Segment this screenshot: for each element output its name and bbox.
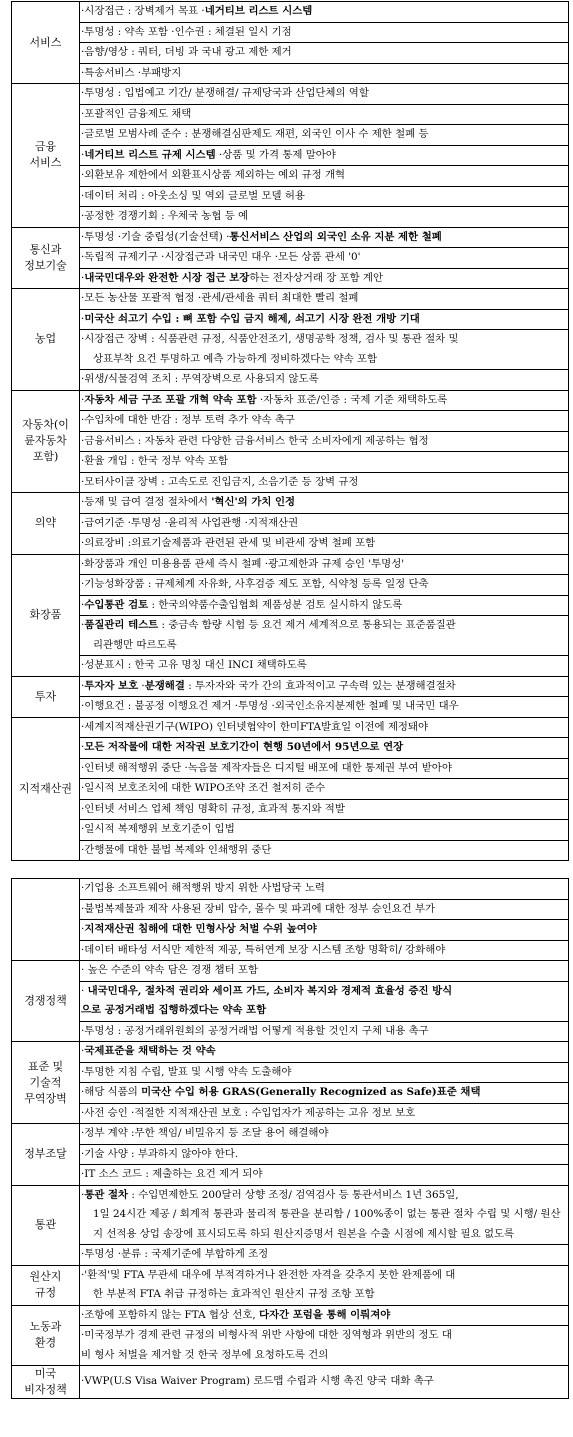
list-item	[80, 64, 568, 84]
policy-table-1	[11, 1, 569, 861]
items-cell	[80, 717, 569, 861]
list-item	[80, 228, 568, 249]
items-cell	[80, 554, 569, 676]
category-cell	[12, 84, 80, 228]
list-item	[80, 411, 568, 432]
list-item	[80, 1306, 568, 1327]
item-text: ·외환보유 제한에서 외환표시상품 제외하는 예외 규정 개혁	[81, 169, 346, 181]
item-text: ·	[81, 741, 85, 753]
table-row	[12, 1366, 569, 1399]
item-text: ·	[81, 1045, 85, 1057]
category-label: 서비스	[29, 156, 62, 170]
list-item	[80, 1022, 568, 1042]
item-text: ·'환적'및 FTA 무관세 대우에 부적격하거나 완전한 자격을 갖추지 못한 완제품에 대	[81, 1268, 456, 1281]
item-text: ·VWP(U.S Visa Waiver Program) 로드맵 수립과 시행 촉진 양국 대화 촉구	[81, 1375, 434, 1388]
list-item	[80, 534, 568, 554]
list-item	[80, 1266, 568, 1305]
category-label: 투자	[34, 689, 57, 703]
bold-text: 통신서비스 산업의 외국인 소유 지분 제한 철폐	[229, 230, 442, 243]
list-item	[80, 146, 568, 167]
item-text: 비 형사 처벌을 제거할 것 한국 정부에 요청하도록 건의	[81, 1348, 329, 1361]
table-row	[12, 84, 569, 228]
items-cell	[80, 676, 569, 717]
table-row	[12, 2, 569, 84]
list-item	[80, 596, 568, 617]
items-cell	[80, 2, 569, 84]
list-item	[80, 941, 568, 961]
item-text: · 높은 수준의 약속 담은 경쟁 챕터 포함	[81, 964, 258, 976]
category-label: 지적재산권	[18, 781, 73, 795]
item-text: : 한국의약품수출입협회 제품성분 검토 실시하지 않도록	[148, 598, 403, 611]
category-label: 포함)	[32, 450, 59, 464]
item-text: 하는 전자상거래 장 포함 계안	[249, 271, 384, 284]
item-text: ·불법복제물과 제작 사용된 장비 압수, 몰수 및 파괴에 대한 정부 승인요건 부가	[81, 902, 436, 915]
items-cell	[80, 289, 569, 391]
category-cell	[12, 289, 80, 391]
item-text: ·자동차 표준/인증 : 국제 기준 채택하도록	[256, 393, 448, 406]
list-item	[80, 961, 568, 982]
list-item	[80, 125, 568, 146]
list-item	[80, 575, 568, 596]
category-label: 통신과	[29, 242, 62, 256]
list-item	[80, 310, 568, 331]
bold-text: 지적재산권 침해에 대한 민형사상 처벌 수위 높여야	[84, 923, 317, 935]
list-item	[80, 879, 568, 900]
item-text: ·	[81, 598, 85, 611]
item-text: ·데이터 처리 : 아웃소싱 및 역외 글로벌 모델 허용	[81, 189, 305, 202]
table-row	[12, 390, 569, 493]
list-item	[80, 207, 568, 227]
item-text: ·투명성 : 입법예고 기간/ 분쟁해결/ 규제당국과 산업단체의 역할	[81, 87, 369, 99]
item-text: ·시장접근 장벽 : 식품관련 규정, 식품안전조기, 생명공학 정책, 검사 및 통관 절차 및	[81, 333, 459, 345]
items-cell	[80, 1124, 569, 1186]
list-item	[80, 841, 568, 861]
category-cell	[12, 1124, 80, 1186]
category-label: 기술적	[29, 1075, 62, 1089]
table-row	[12, 1185, 569, 1265]
list-item	[80, 23, 568, 44]
items-cell	[80, 961, 569, 1042]
list-item	[80, 432, 568, 453]
item-text: ·	[81, 312, 85, 325]
list-item	[80, 330, 568, 370]
item-text: ·일시적 복제행위 보호기준이 입법	[81, 823, 235, 835]
category-cell	[12, 717, 80, 861]
list-item	[80, 1145, 568, 1166]
bold-text: 내국민대우, 절차적 권리와 세이프 가드, 소비자 복지와 경제적 효율성 증진 방식	[87, 984, 453, 997]
list-item	[80, 1063, 568, 1084]
category-cell	[12, 493, 80, 555]
list-item	[80, 84, 568, 105]
item-text: ·	[81, 393, 85, 406]
list-item	[80, 370, 568, 390]
item-text: 리관행만 따르도록	[93, 638, 177, 651]
list-item	[80, 1372, 568, 1392]
item-text: ·	[81, 619, 85, 631]
item-text: ·투명성 ·분류 : 국제기준에 부합하게 조정	[81, 1248, 269, 1260]
item-text: ·정부 계약 :무한 책임/ 비밀유지 등 조달 용어 해결해야	[81, 1127, 329, 1139]
item-text: ·기술 사양 : 부과하지 않아야 한다.	[81, 1147, 239, 1160]
policy-table-2	[11, 878, 569, 1399]
bold-text: 미국산 쇠고기 수입 : 뼈 포함 수입 금지 해제, 쇠고기 시장 완전 개방 기대	[84, 312, 420, 325]
item-text: ·음향/영상 : 쿼터, 더빙 과 국내 광고 제한 제거	[81, 46, 292, 58]
table-row	[12, 879, 569, 961]
list-item	[80, 759, 568, 780]
item-text: ·미국정부가 경제 관련 규정의 비형사적 위반 사항에 대한 징역형과 위반의 정도 대	[81, 1329, 452, 1341]
category-label: 자동차(이	[22, 418, 69, 432]
list-item	[80, 697, 568, 717]
item-text: ·금융서비스 : 자동차 관련 다양한 금융서비스 한국 소비자에게 제공하는 협정	[81, 434, 429, 447]
list-item	[80, 166, 568, 187]
item-text: ·기업용 소프트웨어 해적행위 방지 위한 사법당국 노력	[81, 882, 325, 894]
item-text: ·투명한 지침 수립, 발표 및 시행 약속 도출해야	[81, 1065, 292, 1078]
bold-text: 통관 절차	[84, 1188, 129, 1201]
item-text: ·인터넷 해적행위 중단 ·녹음물 제작자들은 디지털 배포에 대한 통제권 부여 받아야	[81, 761, 452, 774]
items-cell	[80, 1305, 569, 1366]
item-text: ·의료장비 :의료기술제품과 관련된 관세 및 비관세 장벽 철폐 포함	[81, 537, 376, 549]
bold-text: 다자간 포럼을 통해 이뤄져야	[258, 1308, 391, 1321]
item-text: ·모터사이클 장벽 : 고속도로 진입금지, 소음기준 등 장벽 규정	[81, 475, 359, 488]
bold-text: 분쟁해결	[144, 679, 185, 692]
category-cell	[12, 879, 80, 961]
bold-text: 모든 저작물에 대한 저작권 보호기간이 현행 50년에서 95년으로 연장	[84, 741, 404, 753]
table-row	[12, 717, 569, 861]
list-item	[80, 1165, 568, 1185]
list-item	[80, 473, 568, 493]
item-text: ·해당 식품의	[81, 1086, 142, 1098]
list-item	[80, 269, 568, 289]
list-item	[80, 656, 568, 676]
bold-text: 수입통관 검토	[84, 598, 149, 611]
item-text: : 중금속 함량 시험 등 요건 제거 세계적으로 통용되는 표준품질관	[158, 619, 456, 631]
items-cell	[80, 1265, 569, 1305]
list-item	[80, 800, 568, 821]
category-cell	[12, 1265, 80, 1305]
list-item	[80, 900, 568, 921]
category-label: 서비스	[29, 35, 62, 49]
list-item	[80, 187, 568, 208]
list-item	[80, 1083, 568, 1104]
category-cell	[12, 1305, 80, 1366]
list-item	[80, 43, 568, 64]
category-label: 무역장벽	[24, 1091, 67, 1105]
category-cell	[12, 1366, 80, 1399]
item-text: ·투명성 : 공정거래위원회의 공정거래법 어떻게 적용할 것인지 구체 내용 촉구	[81, 1024, 429, 1037]
item-text: ·화장품과 개인 미용용품 관세 즉시 철폐 ·광고제한과 규제 승인 '투명성'	[81, 557, 405, 570]
item-text: : 수입면제한도 200달러 상향 조정/ 검역검사 등 통관서비스 1년 365일,	[128, 1188, 459, 1201]
list-item	[80, 920, 568, 941]
table-row	[12, 493, 569, 555]
category-label: 농업	[34, 332, 57, 346]
list-item	[80, 1042, 568, 1063]
category-cell	[12, 390, 80, 493]
item-text: ·글로벌 모범사례 준수 : 분쟁해결심판제도 재편, 외국인 이사 수 제한 철폐 등	[81, 128, 429, 140]
list-item	[80, 493, 568, 514]
list-item	[80, 391, 568, 412]
items-cell	[80, 1042, 569, 1124]
item-text: 한 부분적 FTA 취급 규정하는 효과적인 원산지 규정 조항 포함	[93, 1288, 375, 1300]
list-item	[80, 982, 568, 1022]
item-text: ·공정한 경쟁기회 : 우체국 농협 등 예	[81, 210, 249, 222]
bold-text: 국제표준을 채택하는 것 약속	[84, 1045, 216, 1057]
list-item	[80, 289, 568, 310]
items-cell	[80, 1185, 569, 1265]
bold-text: 미국산 수입 허용 GRAS(Generally Recognized as Safe)표준 채택	[141, 1086, 481, 1098]
table-row	[12, 1042, 569, 1124]
item-text: ·	[81, 679, 85, 692]
list-item	[80, 616, 568, 656]
list-item	[80, 1124, 568, 1145]
category-label: 의약	[34, 516, 57, 530]
category-label: 표준 및	[27, 1059, 64, 1073]
item-text: ·일시적 보호조치에 대한 WIPO조약 조건 철저히 준수	[81, 782, 326, 794]
bold-text: 자동차 세금 구조 포괄 개혁 약속 포함	[84, 393, 257, 406]
list-item	[80, 718, 568, 739]
list-item	[80, 1186, 568, 1246]
item-text: 상표부착 요건 투명하고 예측 가능하게 정비하겠다는 약속 포함	[93, 352, 378, 365]
category-label: 원산지	[29, 1270, 62, 1283]
item-text: ·투명성 ·기술 중립성(기술선택) ·	[81, 230, 230, 243]
category-cell	[12, 1185, 80, 1265]
item-text: ·	[81, 148, 85, 161]
list-item	[80, 779, 568, 800]
item-text: ·조항에 포함하지 않는 FTA 협상 선호,	[81, 1308, 259, 1321]
category-cell	[12, 227, 80, 289]
category-label: 노동과	[29, 1320, 62, 1334]
category-label: 환경	[34, 1336, 57, 1350]
table-row	[12, 554, 569, 676]
bold-text: 내국민대우와 완전한 시장 접근 보장	[84, 271, 250, 284]
item-text: ·데이터 배타성 서식만 제한적 제공, 특허연계 보장 시스템 조항 명확히/ 강화해야	[81, 943, 446, 956]
list-item	[80, 248, 568, 269]
item-text: ·	[81, 271, 85, 284]
table-row	[12, 1305, 569, 1366]
table-row	[12, 1265, 569, 1305]
items-cell	[80, 390, 569, 493]
bold-text: 네거티브 리스트 시스템	[204, 5, 313, 17]
table-row	[12, 289, 569, 391]
item-text: ·이행요건 : 불공정 이행요건 제거 ·투명성 ·외국인소유지분제한 철폐 및 내국민 대우	[81, 700, 459, 712]
category-label: 비자정책	[24, 1383, 67, 1396]
category-label: 정부조달	[24, 1147, 67, 1161]
item-text: ·투명성 : 약속 포함 ·인수권 : 체결된 일시 기점	[81, 25, 292, 38]
item-text: 1일 24시간 제공 / 회계적 통관과 물리적 통관을 분리함 / 100%종이 없는 통관 절차 수립 및 시행/ 원산지 선적용 상업 송장에 표시되도록 하되 원산지증명서 원본을 수출 시점에 제시할 필요 없도록	[93, 1208, 561, 1240]
bold-text: 품질관리 테스트	[84, 619, 159, 631]
table-row	[12, 676, 569, 717]
category-label: 규정	[34, 1286, 57, 1299]
bold-text: 네거티브 리스트 규제 시스템	[84, 148, 216, 161]
list-item	[80, 738, 568, 759]
category-label: 금융	[34, 140, 57, 154]
item-text: ·모든 농산물 포괄적 협정 ·관세/관세율 쿼터 최대한 빨리 철폐	[81, 292, 359, 304]
table-row	[12, 227, 569, 289]
item-text: ·간행물에 대한 불법 복제와 인쇄행위 중단	[81, 843, 272, 856]
category-label: 화장품	[29, 608, 62, 621]
items-cell	[80, 493, 569, 555]
items-cell	[80, 1366, 569, 1399]
list-item	[80, 820, 568, 841]
list-item	[80, 555, 568, 576]
category-cell	[12, 554, 80, 676]
item-text: ·인터넷 서비스 업체 책임 명확히 규정, 효과적 통지와 적발	[81, 802, 345, 815]
category-label: 정보기술	[24, 258, 67, 272]
category-label: 미국	[34, 1367, 57, 1380]
item-text: ·성분표시 : 한국 고유 명칭 대신 INCI 채택하도록	[81, 659, 307, 671]
item-text: ·수입차에 대한 반감 : 정부 토력 추가 약속 촉구	[81, 414, 295, 426]
list-item	[80, 105, 568, 126]
list-item	[80, 2, 568, 23]
category-cell	[12, 676, 80, 717]
list-item	[80, 1326, 568, 1365]
list-item	[80, 677, 568, 698]
table-row	[12, 1124, 569, 1186]
bold-text: 투자자 보호	[84, 679, 139, 692]
category-label: 경쟁정책	[24, 994, 67, 1007]
item-text: ·	[81, 923, 85, 935]
list-item	[80, 1245, 568, 1265]
item-text: : 투자자와 국가 간의 효과적이고 구속력 있는 분쟁해결절차	[184, 679, 456, 692]
list-item	[80, 452, 568, 473]
items-cell	[80, 879, 569, 961]
item-text: ·특송서비스 ·부패방지	[81, 66, 182, 79]
item-text: ·	[81, 984, 88, 997]
bold-text: '혁신'의 가치 인정	[211, 496, 296, 508]
item-text: ·	[138, 679, 145, 692]
category-label: 륜자동차	[24, 434, 67, 448]
category-cell	[12, 2, 80, 84]
item-text: ·사전 승인 ·적절한 지적재산권 보호 : 수입업자가 제공하는 고유 정보 보호	[81, 1106, 416, 1119]
table-row	[12, 961, 569, 1042]
item-text: ·등재 및 급여 결정 절차에서	[81, 496, 212, 508]
list-item	[80, 514, 568, 535]
items-cell	[80, 227, 569, 289]
item-text: ·IT 소스 코드 : 제출하는 요건 제거 되야	[81, 1168, 263, 1180]
item-text: ·상품 및 가격 통제 말아야	[215, 148, 336, 161]
items-cell	[80, 84, 569, 228]
item-text: ·위생/식물검역 조치 : 무역장벽으로 사용되지 않도록	[81, 373, 319, 385]
item-text: ·환율 개입 : 한국 정부 약속 포함	[81, 455, 229, 467]
item-text: ·급여기준 ·투명성 ·윤리적 사업관행 ·지적재산권	[81, 516, 299, 529]
item-text: ·독립적 규제기구 ·시장접근과 내국민 대우 ·모든 상품 관세 '0'	[81, 251, 361, 263]
item-text: ·시장접근 : 장벽제거 목표 ·	[81, 5, 205, 17]
bold-text: 으로 공정거래법 집행하겠다는 약속 포함	[81, 1004, 267, 1016]
item-text: ·기능성화장품 : 규제체계 자유화, 사후검증 제도 포함, 식약청 등록 일정 단축	[81, 578, 429, 590]
category-cell	[12, 1042, 80, 1124]
item-text: ·	[81, 1188, 85, 1201]
item-text: ·세계지적재산권기구(WIPO) 인터넷협약이 한미FTA발효일 이전에 제정돼야	[81, 720, 428, 733]
item-text: ·포괄적인 금융제도 채택	[81, 107, 192, 120]
list-item	[80, 1104, 568, 1124]
category-label: 통관	[34, 1218, 57, 1231]
category-cell	[12, 961, 80, 1042]
